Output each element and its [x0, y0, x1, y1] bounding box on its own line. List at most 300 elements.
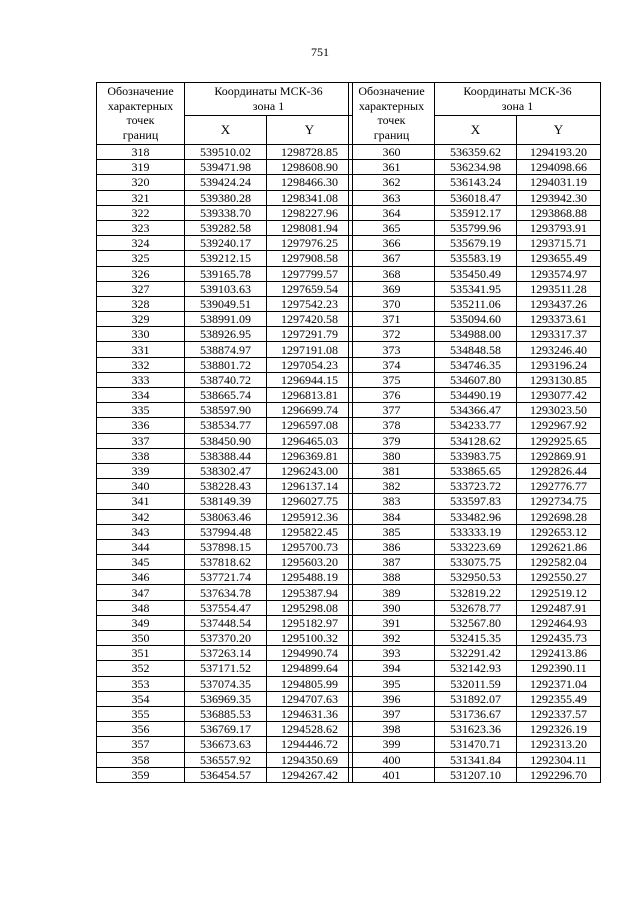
point-number-cell: 344: [97, 539, 185, 554]
x-coordinate-cell: 534233.77: [435, 418, 517, 433]
point-number-cell: 369: [349, 281, 435, 296]
y-coordinate-cell: 1292371.04: [517, 676, 601, 691]
y-coordinate-cell: 1292313.20: [517, 737, 601, 752]
x-coordinate-cell: 535679.19: [435, 236, 517, 251]
x-coordinate-cell: 534848.58: [435, 342, 517, 357]
x-coordinate-cell: 531623.36: [435, 722, 517, 737]
point-number-cell: 345: [97, 555, 185, 570]
point-number-cell: 325: [97, 251, 185, 266]
designation-header: [97, 83, 185, 145]
point-number-cell: 327: [97, 281, 185, 296]
x-coordinate-cell: 531207.10: [435, 767, 517, 782]
designation-header-line: характерных: [107, 98, 174, 113]
y-coordinate-cell: 1295100.32: [267, 631, 353, 646]
x-coordinate-cell: 533865.65: [435, 463, 517, 478]
x-coordinate-cell: 536557.92: [185, 752, 267, 767]
table-row: [349, 342, 601, 357]
y-coordinate-cell: 1294631.36: [267, 706, 353, 721]
table-row: [97, 767, 353, 782]
y-coordinate-cell: 1293317.37: [517, 327, 601, 342]
designation-header: [349, 83, 435, 145]
table-row: [97, 691, 353, 706]
table-row: [349, 160, 601, 175]
table-row: [97, 327, 353, 342]
point-number-cell: 363: [349, 190, 435, 205]
x-coordinate-cell: 535341.95: [435, 281, 517, 296]
table-row: [97, 251, 353, 266]
y-coordinate-cell: 1293246.40: [517, 342, 601, 357]
designation-header-line: характерных: [358, 98, 425, 113]
point-number-cell: 324: [97, 236, 185, 251]
table-row: [349, 676, 601, 691]
x-coordinate-cell: 534128.62: [435, 433, 517, 448]
point-number-cell: 391: [349, 615, 435, 630]
table-row: [349, 312, 601, 327]
x-header: X: [185, 116, 267, 145]
x-coordinate-cell: 538302.47: [185, 463, 267, 478]
coordinates-table-left: [96, 82, 353, 783]
point-number-cell: 371: [349, 312, 435, 327]
point-number-cell: 394: [349, 661, 435, 676]
x-coordinate-cell: 535211.06: [435, 296, 517, 311]
x-coordinate-cell: 537994.48: [185, 524, 267, 539]
x-coordinate-cell: 538063.46: [185, 509, 267, 524]
point-number-cell: 381: [349, 463, 435, 478]
x-coordinate-cell: 539510.02: [185, 145, 267, 160]
y-coordinate-cell: 1292925.65: [517, 433, 601, 448]
y-coordinate-cell: 1295488.19: [267, 570, 353, 585]
y-header: Y: [267, 116, 353, 145]
y-coordinate-cell: 1292337.57: [517, 706, 601, 721]
x-coordinate-cell: 539165.78: [185, 266, 267, 281]
point-number-cell: 379: [349, 433, 435, 448]
point-number-cell: 366: [349, 236, 435, 251]
table-row: [349, 691, 601, 706]
designation-header-line: точек: [377, 113, 406, 127]
table-row: [349, 555, 601, 570]
y-coordinate-cell: 1292776.77: [517, 479, 601, 494]
x-coordinate-cell: 536969.35: [185, 691, 267, 706]
table-row: [349, 175, 601, 190]
coordinates-header: [435, 83, 601, 116]
y-coordinate-cell: 1293942.30: [517, 190, 601, 205]
y-coordinate-cell: 1292967.92: [517, 418, 601, 433]
designation-header-line: границ: [373, 127, 410, 142]
x-coordinate-cell: 532678.77: [435, 600, 517, 615]
point-number-cell: 365: [349, 220, 435, 235]
point-number-cell: 397: [349, 706, 435, 721]
x-coordinate-cell: 531470.71: [435, 737, 517, 752]
x-coordinate-cell: 538534.77: [185, 418, 267, 433]
x-coordinate-cell: 537721.74: [185, 570, 267, 585]
y-coordinate-cell: 1296699.74: [267, 403, 353, 418]
y-coordinate-cell: 1295387.94: [267, 585, 353, 600]
x-coordinate-cell: 538149.39: [185, 494, 267, 509]
table-row: [97, 418, 353, 433]
table-row: [97, 296, 353, 311]
x-coordinate-cell: 536234.98: [435, 160, 517, 175]
table-row: [349, 327, 601, 342]
y-coordinate-cell: 1293077.42: [517, 388, 601, 403]
table-row: [349, 251, 601, 266]
point-number-cell: 376: [349, 388, 435, 403]
x-coordinate-cell: 534607.80: [435, 372, 517, 387]
y-coordinate-cell: 1294528.62: [267, 722, 353, 737]
y-coordinate-cell: 1298227.96: [267, 205, 353, 220]
y-coordinate-cell: 1297908.58: [267, 251, 353, 266]
table-row: [349, 661, 601, 676]
point-number-cell: 401: [349, 767, 435, 782]
table-row: [97, 281, 353, 296]
point-number-cell: 382: [349, 479, 435, 494]
y-coordinate-cell: 1295822.45: [267, 524, 353, 539]
table-row: [349, 433, 601, 448]
y-coordinate-cell: 1294350.69: [267, 752, 353, 767]
y-coordinate-cell: 1298728.85: [267, 145, 353, 160]
y-coordinate-cell: 1296369.81: [267, 448, 353, 463]
y-coordinate-cell: 1293130.85: [517, 372, 601, 387]
x-coordinate-cell: 535094.60: [435, 312, 517, 327]
point-number-cell: 336: [97, 418, 185, 433]
designation-header-line: границ: [122, 127, 159, 142]
x-coordinate-cell: 533723.72: [435, 479, 517, 494]
point-number-cell: 331: [97, 342, 185, 357]
page-number: 751: [311, 45, 329, 59]
x-coordinate-cell: 538926.95: [185, 327, 267, 342]
table-row: [97, 615, 353, 630]
point-number-cell: 338: [97, 448, 185, 463]
right-table-body: [349, 145, 601, 783]
x-coordinate-cell: 533333.19: [435, 524, 517, 539]
point-number-cell: 321: [97, 190, 185, 205]
y-coordinate-cell: 1295298.08: [267, 600, 353, 615]
x-coordinate-cell: 537634.78: [185, 585, 267, 600]
x-coordinate-cell: 531892.07: [435, 691, 517, 706]
x-coordinate-cell: 533075.75: [435, 555, 517, 570]
point-number-cell: 347: [97, 585, 185, 600]
point-number-cell: 370: [349, 296, 435, 311]
table-row: [349, 403, 601, 418]
x-coordinate-cell: 535799.96: [435, 220, 517, 235]
point-number-cell: 378: [349, 418, 435, 433]
point-number-cell: 399: [349, 737, 435, 752]
coordinates-header-title: Координаты МСК-36: [214, 84, 323, 98]
point-number-cell: 392: [349, 631, 435, 646]
x-coordinate-cell: 539282.58: [185, 220, 267, 235]
y-coordinate-cell: 1295912.36: [267, 509, 353, 524]
table-row: [349, 600, 601, 615]
x-coordinate-cell: 537818.62: [185, 555, 267, 570]
y-coordinate-cell: 1296597.08: [267, 418, 353, 433]
y-coordinate-cell: 1296027.75: [267, 494, 353, 509]
y-coordinate-cell: 1294193.20: [517, 145, 601, 160]
y-coordinate-cell: 1296137.14: [267, 479, 353, 494]
y-coordinate-cell: 1298341.08: [267, 190, 353, 205]
point-number-cell: 368: [349, 266, 435, 281]
table-row: [349, 631, 601, 646]
table-row: [97, 676, 353, 691]
coordinates-header-zone: зона 1: [501, 98, 534, 113]
y-coordinate-cell: 1295700.73: [267, 539, 353, 554]
point-number-cell: 373: [349, 342, 435, 357]
x-coordinate-cell: 532415.35: [435, 631, 517, 646]
table-row: [97, 555, 353, 570]
table-row: [97, 175, 353, 190]
point-number-cell: 354: [97, 691, 185, 706]
y-coordinate-cell: 1294805.99: [267, 676, 353, 691]
point-number-cell: 352: [97, 661, 185, 676]
y-coordinate-cell: 1293868.88: [517, 205, 601, 220]
y-coordinate-cell: 1292734.75: [517, 494, 601, 509]
y-coordinate-cell: 1293793.91: [517, 220, 601, 235]
point-number-cell: 386: [349, 539, 435, 554]
y-coordinate-cell: 1292869.91: [517, 448, 601, 463]
y-coordinate-cell: 1296813.81: [267, 388, 353, 403]
point-number-cell: 377: [349, 403, 435, 418]
y-coordinate-cell: 1297420.58: [267, 312, 353, 327]
y-coordinate-cell: 1298466.30: [267, 175, 353, 190]
x-coordinate-cell: 539103.63: [185, 281, 267, 296]
y-coordinate-cell: 1292487.91: [517, 600, 601, 615]
point-number-cell: 362: [349, 175, 435, 190]
table-row: [97, 752, 353, 767]
x-coordinate-cell: 538991.09: [185, 312, 267, 327]
y-coordinate-cell: 1292464.93: [517, 615, 601, 630]
y-coordinate-cell: 1296465.03: [267, 433, 353, 448]
x-coordinate-cell: 538874.97: [185, 342, 267, 357]
point-number-cell: 333: [97, 372, 185, 387]
y-coordinate-cell: 1292355.49: [517, 691, 601, 706]
point-number-cell: 390: [349, 600, 435, 615]
table-row: [349, 463, 601, 478]
table-row: [97, 463, 353, 478]
x-coordinate-cell: 539212.15: [185, 251, 267, 266]
x-coordinate-cell: 538388.44: [185, 448, 267, 463]
table-row: [97, 706, 353, 721]
table-row: [97, 388, 353, 403]
y-coordinate-cell: 1292304.11: [517, 752, 601, 767]
x-coordinate-cell: 534746.35: [435, 357, 517, 372]
table-row: [349, 205, 601, 220]
point-number-cell: 356: [97, 722, 185, 737]
point-number-cell: 335: [97, 403, 185, 418]
x-coordinate-cell: 532011.59: [435, 676, 517, 691]
x-coordinate-cell: 537898.15: [185, 539, 267, 554]
x-coordinate-cell: 536885.53: [185, 706, 267, 721]
table-row: [97, 145, 353, 160]
table-row: [97, 646, 353, 661]
y-coordinate-cell: 1293574.97: [517, 266, 601, 281]
y-coordinate-cell: 1292698.28: [517, 509, 601, 524]
x-coordinate-cell: 538450.90: [185, 433, 267, 448]
table-row: [97, 570, 353, 585]
point-number-cell: 400: [349, 752, 435, 767]
x-coordinate-cell: 536673.63: [185, 737, 267, 752]
table-row: [349, 388, 601, 403]
x-header: X: [435, 116, 517, 145]
x-coordinate-cell: 538228.43: [185, 479, 267, 494]
point-number-cell: 355: [97, 706, 185, 721]
point-number-cell: 350: [97, 631, 185, 646]
table-row: [97, 448, 353, 463]
table-row: [97, 479, 353, 494]
point-number-cell: 341: [97, 494, 185, 509]
coordinates-header-zone: зона 1: [252, 98, 285, 113]
y-coordinate-cell: 1295182.97: [267, 615, 353, 630]
point-number-cell: 374: [349, 357, 435, 372]
table-row: [97, 220, 353, 235]
table-row: [349, 220, 601, 235]
table-row: [349, 524, 601, 539]
x-coordinate-cell: 536143.24: [435, 175, 517, 190]
point-number-cell: 318: [97, 145, 185, 160]
table-row: [349, 722, 601, 737]
x-coordinate-cell: 531736.67: [435, 706, 517, 721]
point-number-cell: 326: [97, 266, 185, 281]
point-number-cell: 367: [349, 251, 435, 266]
table-row: [97, 236, 353, 251]
point-number-cell: 393: [349, 646, 435, 661]
table-row: [349, 236, 601, 251]
y-coordinate-cell: 1294031.19: [517, 175, 601, 190]
x-coordinate-cell: 537448.54: [185, 615, 267, 630]
point-number-cell: 343: [97, 524, 185, 539]
x-coordinate-cell: 532567.80: [435, 615, 517, 630]
y-coordinate-cell: 1292621.86: [517, 539, 601, 554]
x-coordinate-cell: 532950.53: [435, 570, 517, 585]
x-coordinate-cell: 532291.42: [435, 646, 517, 661]
designation-header-line: точек: [126, 113, 155, 127]
y-coordinate-cell: 1293437.26: [517, 296, 601, 311]
point-number-cell: 348: [97, 600, 185, 615]
table-row: [349, 281, 601, 296]
x-coordinate-cell: 535912.17: [435, 205, 517, 220]
y-coordinate-cell: 1292435.73: [517, 631, 601, 646]
y-coordinate-cell: 1297291.79: [267, 327, 353, 342]
point-number-cell: 375: [349, 372, 435, 387]
table-row: [349, 570, 601, 585]
y-coordinate-cell: 1292413.86: [517, 646, 601, 661]
table-row: [349, 539, 601, 554]
y-coordinate-cell: 1292582.04: [517, 555, 601, 570]
table-row: [97, 661, 353, 676]
table-row: [349, 509, 601, 524]
table-row: [97, 600, 353, 615]
y-header: Y: [517, 116, 601, 145]
x-coordinate-cell: 532819.22: [435, 585, 517, 600]
x-coordinate-cell: 539049.51: [185, 296, 267, 311]
x-coordinate-cell: 536018.47: [435, 190, 517, 205]
table-row: [97, 357, 353, 372]
designation-header-line: Обозначение: [358, 84, 425, 98]
y-coordinate-cell: 1297799.57: [267, 266, 353, 281]
table-row: [97, 524, 353, 539]
table-row: [349, 494, 601, 509]
point-number-cell: 329: [97, 312, 185, 327]
y-coordinate-cell: 1297976.25: [267, 236, 353, 251]
point-number-cell: 372: [349, 327, 435, 342]
point-number-cell: 398: [349, 722, 435, 737]
y-coordinate-cell: 1293655.49: [517, 251, 601, 266]
point-number-cell: 389: [349, 585, 435, 600]
table-row: [97, 342, 353, 357]
point-number-cell: 322: [97, 205, 185, 220]
y-coordinate-cell: 1293196.24: [517, 357, 601, 372]
point-number-cell: 340: [97, 479, 185, 494]
point-number-cell: 342: [97, 509, 185, 524]
table-row: [349, 372, 601, 387]
x-coordinate-cell: 534366.47: [435, 403, 517, 418]
table-row: [349, 737, 601, 752]
point-number-cell: 353: [97, 676, 185, 691]
y-coordinate-cell: 1297542.23: [267, 296, 353, 311]
point-number-cell: 351: [97, 646, 185, 661]
y-coordinate-cell: 1298608.90: [267, 160, 353, 175]
x-coordinate-cell: 538740.72: [185, 372, 267, 387]
x-coordinate-cell: 537370.20: [185, 631, 267, 646]
x-coordinate-cell: 535450.49: [435, 266, 517, 281]
table-row: [349, 646, 601, 661]
y-coordinate-cell: 1296243.00: [267, 463, 353, 478]
x-coordinate-cell: 536454.57: [185, 767, 267, 782]
x-coordinate-cell: 539471.98: [185, 160, 267, 175]
point-number-cell: 387: [349, 555, 435, 570]
table-row: [97, 494, 353, 509]
table-row: [97, 205, 353, 220]
point-number-cell: 339: [97, 463, 185, 478]
point-number-cell: 385: [349, 524, 435, 539]
point-number-cell: 364: [349, 205, 435, 220]
point-number-cell: 332: [97, 357, 185, 372]
y-coordinate-cell: 1295603.20: [267, 555, 353, 570]
table-row: [349, 145, 601, 160]
table-row: [349, 752, 601, 767]
table-row: [97, 160, 353, 175]
table-row: [97, 509, 353, 524]
table-row: [349, 266, 601, 281]
x-coordinate-cell: 531341.84: [435, 752, 517, 767]
y-coordinate-cell: 1294990.74: [267, 646, 353, 661]
x-coordinate-cell: 537263.14: [185, 646, 267, 661]
x-coordinate-cell: 532142.93: [435, 661, 517, 676]
designation-header-line: Обозначение: [107, 84, 174, 98]
table-row: [97, 266, 353, 281]
y-coordinate-cell: 1293023.50: [517, 403, 601, 418]
table-row: [349, 479, 601, 494]
table-row: [97, 372, 353, 387]
x-coordinate-cell: 539380.28: [185, 190, 267, 205]
y-coordinate-cell: 1294899.64: [267, 661, 353, 676]
point-number-cell: 330: [97, 327, 185, 342]
point-number-cell: 395: [349, 676, 435, 691]
y-coordinate-cell: 1297191.08: [267, 342, 353, 357]
point-number-cell: 323: [97, 220, 185, 235]
y-coordinate-cell: 1297054.23: [267, 357, 353, 372]
x-coordinate-cell: 537554.47: [185, 600, 267, 615]
point-number-cell: 337: [97, 433, 185, 448]
x-coordinate-cell: 539338.70: [185, 205, 267, 220]
y-coordinate-cell: 1297659.54: [267, 281, 353, 296]
coordinates-header: [185, 83, 353, 116]
y-coordinate-cell: 1292550.27: [517, 570, 601, 585]
x-coordinate-cell: 537171.52: [185, 661, 267, 676]
table-row: [97, 190, 353, 205]
x-coordinate-cell: 536359.62: [435, 145, 517, 160]
y-coordinate-cell: 1293511.28: [517, 281, 601, 296]
y-coordinate-cell: 1292326.19: [517, 722, 601, 737]
y-coordinate-cell: 1294707.63: [267, 691, 353, 706]
point-number-cell: 360: [349, 145, 435, 160]
